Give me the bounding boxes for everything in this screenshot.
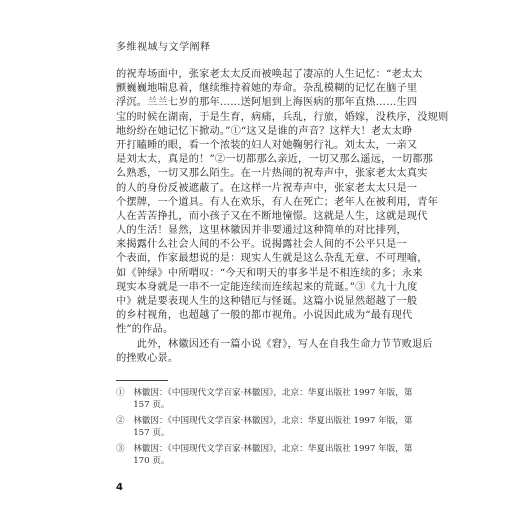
text-line: 个摆牌，一个道具。有人在欢乐，有人在死亡；老年人在被利用，青年 xyxy=(116,196,439,208)
footnote-line: 170 页。 xyxy=(116,456,170,466)
text-line: 中》就是要表现人生的这种错厄与怪诞。这篇小说显然超越了一般 xyxy=(116,296,418,307)
footnotes xyxy=(116,387,413,471)
running-header: 多维视域与文学阐释 xyxy=(116,42,211,53)
footnote-item xyxy=(116,415,413,439)
text-line: 来揭露什么社会人间的不公平。说揭露社会人间的不公平只是一 xyxy=(116,239,407,251)
paragraph xyxy=(116,68,449,338)
text-line: 是刘太太，真是的！”②一切都那么亲近，一切又那么遥远，一切都那 xyxy=(116,154,434,166)
text-line: 的人的身份反被遮蔽了。在这样一片祝寿声中，张家老太太只是一 xyxy=(116,182,418,194)
text-line: 个表面，作家最想说的是：现实人生就是这么杂乱无章、不可理喻， xyxy=(116,253,428,265)
text-line: 开打瞌睡的眼，看一个浓装的妇人对她鞠躬行礼。刘太太，一亲又 xyxy=(116,139,418,151)
text-line: 性”的作品。 xyxy=(116,324,174,336)
text-line: 么熟悉，一切又那么陌生。在一片热闹的祝寿声中，张家老太太真实 xyxy=(116,168,428,180)
text-line: 人的生活！显然，这里林徽因并非要通过这种简单的对比排列， xyxy=(116,225,407,237)
paragraph xyxy=(116,338,433,366)
footnote-line: ① 林徽因：《中国现代文学百家·林徽因》，北京：华夏出版社 1997 年版，第 xyxy=(116,388,413,398)
text-line: 的挫败心景。 xyxy=(116,352,179,364)
footnote-line: ② 林徽因：《中国现代文学百家·林徽因》，北京：华夏出版社 1997 年版，第 xyxy=(116,416,413,426)
text-line: 的祝寿场面中，张家老太太反而被唤起了凄凉的人生记忆：“老太太 xyxy=(116,69,423,80)
footnote-item xyxy=(116,387,413,411)
text-line: 此外，林徽因还有一篇小说《窘》，写人在自我生命力节节败退后 xyxy=(116,338,433,350)
footnote-line: ③ 林徽因：《中国现代文学百家·林徽因》，北京：华夏出版社 1997 年版，第 xyxy=(116,444,413,454)
body-text xyxy=(116,68,449,366)
footnote-line: 157 页。 xyxy=(116,400,170,410)
text-line: 颤巍巍地喘息着，继续维持着她的寿命。杂乱模糊的记忆在脑子里 xyxy=(116,83,418,95)
text-line: 浮沉。兰兰七岁的那年……送阿旭到上海医病的那年直热……生四 xyxy=(116,97,418,109)
footnote-rule xyxy=(116,380,168,381)
text-line: 人在苦苦挣扎，而小孩子又在不断地憧憬。这就是人生，这就是现代 xyxy=(116,210,428,222)
text-line: 现实本身就是一串不一定能连续而连续起来的荒诞。”③《九十九度 xyxy=(116,281,418,293)
page-number: 4 xyxy=(116,482,123,493)
text-line: 如《钟绿》中所喟叹：“今天和明天的事多半是不相连续的多；永来 xyxy=(116,267,423,279)
text-line: 地纷纷在她记忆下掀动。”①“这又是谁的声音？这样大！老太太睁 xyxy=(116,125,413,137)
text-line: 宝的时候在湖南，于是生育，病痛，兵乱，行旅，婚嫁，没秩序，没规则 xyxy=(116,111,449,123)
footnote-line: 157 页。 xyxy=(116,428,170,438)
footnote-item xyxy=(116,443,413,467)
text-line: 的乡村视角，也超越了一般的都市视角。小说因此成为“最有现代 xyxy=(116,310,413,322)
